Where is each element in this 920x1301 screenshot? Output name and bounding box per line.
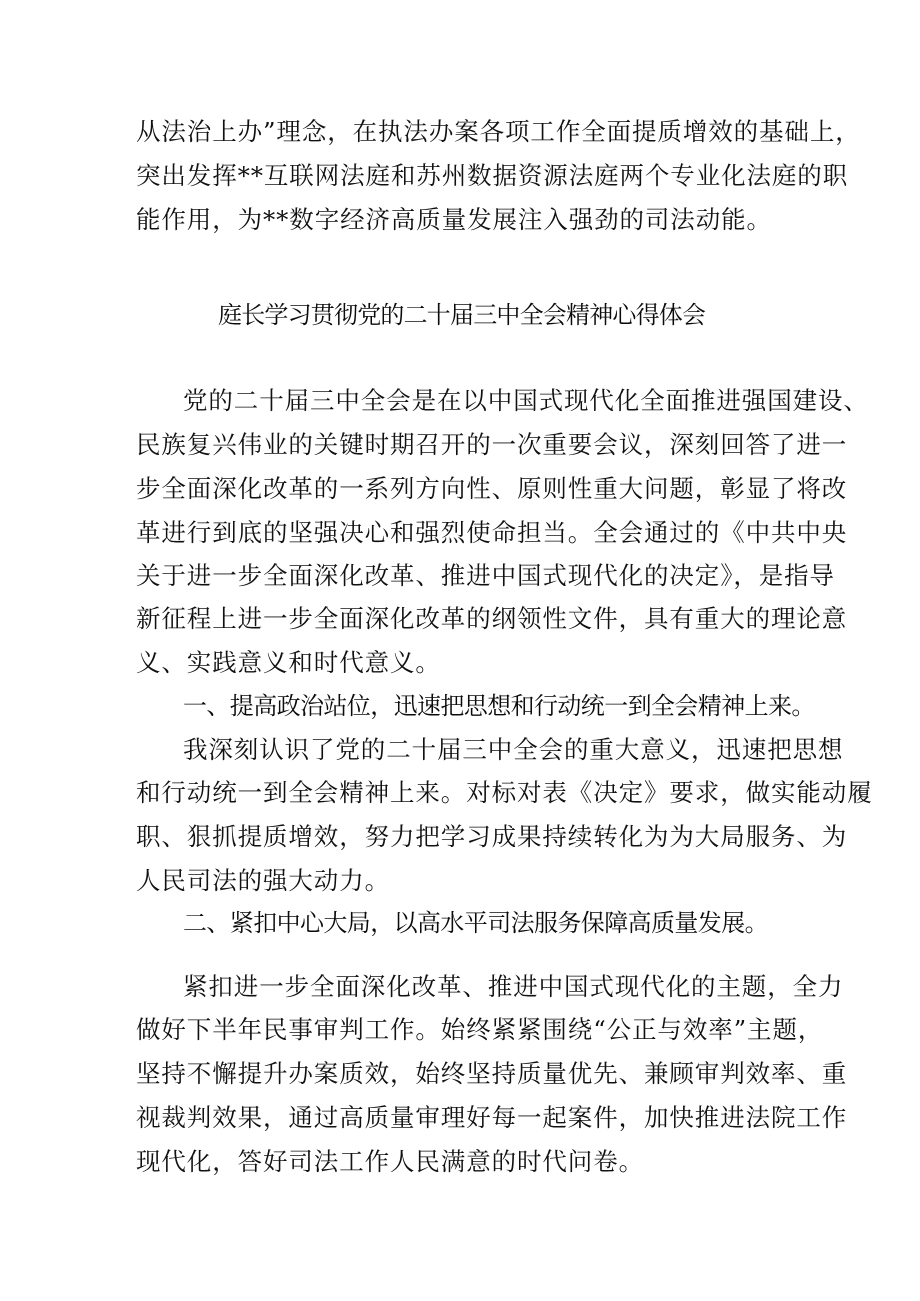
intro-line: 从法治上办”理念，在执法办案各项工作全面提质增效的基础上， — [136, 117, 861, 146]
intro-line: 能作用，为**数字经济高质量发展注入强劲的司法动能。 — [136, 205, 772, 234]
paragraph-line: 革进行到底的坚强决心和强烈使命担当。全会通过的《中共中央 — [136, 518, 848, 547]
paragraph-line: 义、实践意义和时代意义。 — [136, 648, 441, 677]
paragraph-line: 民族复兴伟业的关键时期召开的一次重要会议，深刻回答了进一 — [136, 430, 848, 459]
article-title: 庭长学习贯彻党的二十届三中全会精神心得体会 — [218, 301, 706, 329]
paragraph-line: 职、狠抓提质增效，努力把学习成果持续转化为为大局服务、为 — [136, 822, 848, 851]
paragraph-line: 视裁判效果，通过高质量审理好每一起案件，加快推进法院工作 — [136, 1103, 848, 1132]
paragraph-line: 和行动统一到全会精神上来。对标对表《决定》要求，做实能动履 — [136, 778, 873, 807]
paragraph-line: 步全面深化改革的一系列方向性、原则性重大问题，彰显了将改 — [136, 474, 848, 503]
section-2-heading: 二、紧扣中心大局，以高水平司法服务保障高质量发展。 — [183, 909, 768, 937]
paragraph-line: 做好下半年民事审判工作。始终紧紧围绕“公正与效率”主题， — [136, 1015, 824, 1044]
paragraph-line: 党的二十届三中全会是在以中国式现代化全面推进强国建设、 — [183, 386, 869, 415]
paragraph-line: 我深刻认识了党的二十届三中全会的重大意义，迅速把思想 — [183, 735, 844, 764]
paragraph-line: 坚持不懈提升办案质效，始终坚持质量优先、兼顾审判效率、重 — [136, 1059, 848, 1088]
paragraph-line: 人民司法的强大动力。 — [136, 866, 390, 895]
intro-line: 突出发挥**互联网法庭和苏州数据资源法庭两个专业化法庭的职 — [136, 161, 849, 190]
section-1-heading: 一、提高政治站位，迅速把思想和行动统一到全会精神上来。 — [183, 692, 815, 720]
paragraph-line: 紧扣进一步全面深化改革、推进中国式现代化的主题，全力 — [183, 972, 844, 1001]
paragraph-line: 新征程上进一步全面深化改革的纲领性文件，具有重大的理论意 — [136, 604, 848, 633]
paragraph-line: 现代化，答好司法工作人民满意的时代问卷。 — [136, 1147, 644, 1176]
paragraph-line: 关于进一步全面深化改革、推进中国式现代化的决定》，是指导 — [136, 561, 835, 590]
